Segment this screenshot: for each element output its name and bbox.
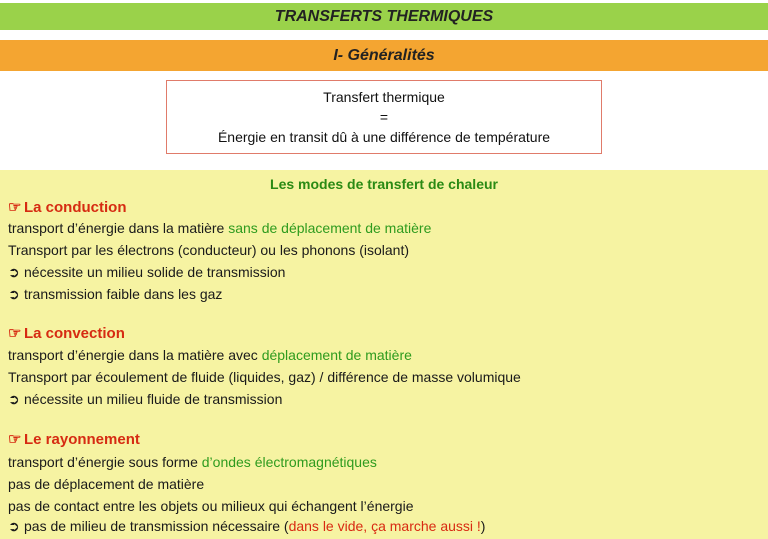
rayonnement-heading — [8, 430, 140, 448]
right-arrow-icon: ➲ — [8, 391, 20, 407]
conduction-l1-text: transport d’énergie dans la matière — [8, 220, 229, 236]
conduction-l4-text: transmission faible dans les gaz — [24, 286, 223, 302]
convection-l1-text: transport d’énergie dans la matière avec — [8, 347, 262, 363]
right-arrow-icon: ➲ — [8, 286, 20, 302]
rayonnement-line-1 — [8, 454, 377, 470]
conduction-heading-label: La conduction — [24, 199, 127, 216]
modes-panel — [0, 170, 768, 539]
conduction-line-4 — [8, 286, 222, 303]
convection-line-2: Transport par écoulement de fluide (liquides, gaz) / différence de masse volumique — [8, 369, 521, 385]
definition-equals: = — [379, 109, 389, 125]
section-title: I- Généralités — [333, 46, 435, 64]
conduction-line-2: Transport par les électrons (conducteur) ou les phonons (isolant) — [8, 242, 410, 258]
rayonnement-l4-close: ) — [480, 518, 486, 534]
section-banner — [0, 40, 768, 71]
definition-box — [166, 80, 602, 154]
rayonnement-heading-label: Le rayonnement — [24, 431, 140, 448]
conduction-l1-highlight: sans de déplacement de matière — [228, 220, 432, 236]
rayonnement-l4-highlight: dans le vide, ça marche aussi ! — [288, 518, 481, 534]
rayonnement-line-2: pas de déplacement de matière — [8, 476, 205, 492]
rayonnement-l1-text: transport d’énergie sous forme — [8, 454, 202, 470]
rayonnement-line-4 — [8, 518, 485, 535]
pointing-hand-icon: ☞ — [8, 199, 22, 216]
pointing-hand-icon: ☞ — [8, 431, 22, 448]
conduction-heading — [8, 198, 127, 216]
definition-term: Transfert thermique — [323, 89, 445, 105]
panel-title: Les modes de transfert de chaleur — [270, 176, 498, 192]
convection-l3-text: nécessite un milieu fluide de transmission — [24, 391, 283, 407]
page-title: TRANSFERTS THERMIQUES — [274, 7, 494, 25]
title-banner — [0, 3, 768, 30]
rayonnement-l1-highlight: d’ondes électromagnétiques — [201, 454, 377, 470]
rayonnement-line-3: pas de contact entre les objets ou milieux qui échangent l’énergie — [8, 498, 414, 514]
conduction-line-3 — [8, 264, 285, 281]
definition-text: Énergie en transit dû à une différence de température — [217, 129, 551, 145]
convection-heading — [8, 324, 125, 342]
convection-line-1 — [8, 347, 412, 363]
conduction-l3-text: nécessite un milieu solide de transmission — [24, 264, 286, 280]
rayonnement-l4-text: pas de milieu de transmission nécessaire ( — [24, 518, 289, 534]
pointing-hand-icon: ☞ — [8, 325, 22, 342]
convection-heading-label: La convection — [24, 325, 125, 342]
conduction-line-1 — [8, 220, 431, 236]
convection-line-3 — [8, 391, 282, 408]
convection-l1-highlight: déplacement de matière — [261, 347, 412, 363]
right-arrow-icon: ➲ — [8, 518, 20, 534]
right-arrow-icon: ➲ — [8, 264, 20, 280]
